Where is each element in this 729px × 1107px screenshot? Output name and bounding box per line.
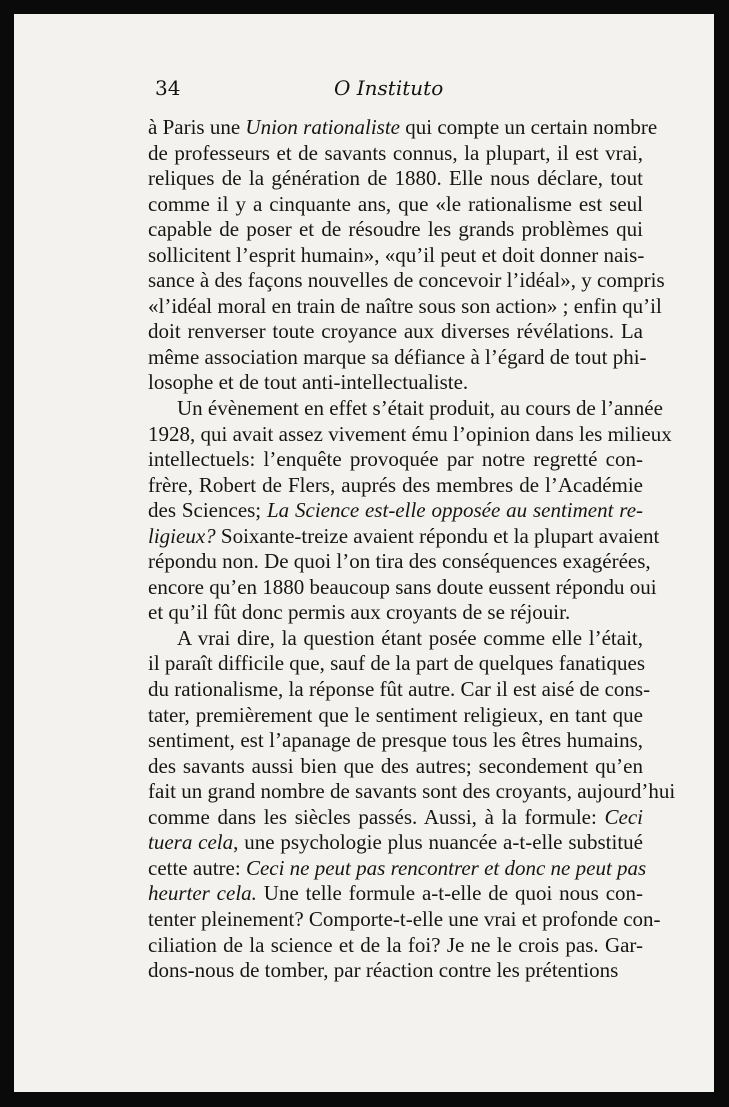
page-number: 34 — [155, 76, 181, 100]
italic-run: La Science est-elle opposée au sentiment re- — [267, 498, 644, 523]
text-line — [148, 855, 647, 882]
text-line — [148, 473, 643, 499]
text-run: sance à des façons nouvelles de concevoir l’idéal», y compris — [148, 268, 665, 293]
text-run: qui compte un certain nombre — [400, 115, 658, 139]
page-header — [155, 76, 650, 106]
text-run: intellectuels: l’enquête provoquée par notre regretté con- — [148, 447, 643, 472]
text-run: losophe et de tout anti-intellectualiste. — [148, 370, 469, 395]
running-head: O Instituto — [334, 76, 444, 100]
italic-run: tuera cela — [148, 830, 234, 855]
paragraph — [148, 625, 676, 984]
italic-run: Union rationaliste — [245, 115, 400, 139]
text-line — [148, 115, 658, 141]
text-line — [148, 370, 643, 396]
text-line — [148, 268, 665, 294]
text-run: 1928, qui avait assez vivement ému l’opinion dans les milieux — [148, 421, 672, 446]
text-run: tenter pleinement? Comporte-t-elle une vrai et profonde con- — [148, 906, 661, 931]
text-run: sollicitent l’esprit humain», «qu’il peut et doit donner nais- — [148, 242, 645, 267]
text-run: tater, premièrement que le sentiment religieux, en tant que — [148, 702, 643, 727]
text-line — [148, 906, 661, 933]
italic-run: Ceci ne peut pas rencontrer et donc ne peut pas — [245, 855, 647, 880]
body-text — [148, 115, 676, 984]
text-run: «l’idéal moral en train de naître sous son action» ; enfin qu’il — [148, 293, 662, 318]
text-line — [148, 396, 663, 422]
text-line — [148, 830, 643, 856]
text-line — [148, 192, 643, 218]
text-run: ciliation de la science et de la foi? Je ne le crois pas. Gar- — [148, 932, 643, 957]
italic-run: Ceci — [604, 804, 643, 829]
text-line — [148, 754, 643, 780]
text-run: il paraît difficile que, sauf de la part de quelques fanatiques — [148, 651, 646, 676]
paragraph — [148, 396, 672, 626]
text-run: à Paris une — [148, 115, 246, 139]
text-run: reliques de la génération de 1880. Elle nous déclare, tout — [148, 166, 643, 191]
text-line — [148, 779, 676, 805]
text-line — [148, 600, 643, 626]
italic-run: ligieux? — [148, 523, 216, 548]
text-run: cette autre: — [148, 855, 246, 880]
text-run: sentiment, est l’apanage de presque tous les êtres humains, — [148, 728, 643, 753]
text-line — [148, 549, 651, 575]
text-line — [148, 703, 643, 729]
text-line — [148, 447, 643, 473]
text-run: , une psychologie plus nuancée a-t-elle substitué — [233, 830, 643, 855]
text-run: de professeurs et de savants connus, la plupart, il est vrai, — [148, 140, 643, 165]
text-line — [148, 293, 662, 320]
text-line — [148, 677, 651, 703]
text-line — [148, 933, 643, 959]
text-line — [148, 958, 643, 984]
text-run: Soixante-treize avaient répondu et la plupart avaient — [215, 523, 660, 548]
text-line — [148, 651, 646, 677]
text-run: des Sciences; — [148, 498, 267, 523]
text-run: comme il y a cinquante ans, que «le rationalisme est seul — [148, 191, 643, 216]
text-run: Un évènement en effet s’était produit, au cours de l’année — [177, 396, 663, 421]
text-line — [148, 574, 657, 601]
italic-run: heurter cela. — [148, 881, 257, 906]
text-run: répondu non. De quoi l’on tira des conséquences exagérées, — [148, 549, 651, 574]
text-run: capable de poser et de résoudre les grands problèmes qui — [148, 217, 643, 242]
text-run: Une telle formule a-t-elle de quoi nous con- — [256, 881, 644, 906]
text-line — [148, 344, 647, 371]
text-run: et qu’il fût donc permis aux croyants de se réjouir. — [148, 600, 571, 625]
text-run: dons-nous de tomber, par réaction contre les prétentions — [148, 958, 619, 983]
text-run: A vrai dire, la question étant posée comme elle l’était, — [177, 625, 643, 650]
paragraph — [148, 115, 665, 396]
text-run: des savants aussi bien que des autres; secondement qu’en — [148, 753, 643, 778]
text-line — [148, 243, 643, 269]
book-page — [14, 14, 714, 1092]
text-run: même association marque sa défiance à l’égard de tout phi- — [148, 344, 647, 369]
text-line — [148, 421, 672, 448]
text-line — [148, 166, 643, 192]
text-line — [148, 805, 643, 831]
text-run: fait un grand nombre de savants sont des croyants, aujourd’hui — [148, 779, 676, 804]
text-line — [148, 881, 643, 907]
text-line — [148, 217, 643, 243]
text-line — [148, 523, 660, 550]
text-run: doit renverser toute croyance aux diverses révélations. La — [148, 319, 643, 344]
text-run: comme dans les siècles passés. Aussi, à la formule: — [148, 804, 605, 829]
text-line — [148, 728, 643, 754]
text-line — [148, 626, 643, 652]
text-run: encore qu’en 1880 beaucoup sans doute eussent répondu oui — [148, 574, 657, 599]
text-run: frère, Robert de Flers, auprés des membres de l’Académie — [148, 472, 643, 497]
text-line — [148, 498, 643, 524]
text-line — [148, 141, 643, 167]
text-run: du rationalisme, la réponse fût autre. Car il est aisé de cons- — [148, 677, 651, 702]
text-line — [148, 319, 643, 345]
